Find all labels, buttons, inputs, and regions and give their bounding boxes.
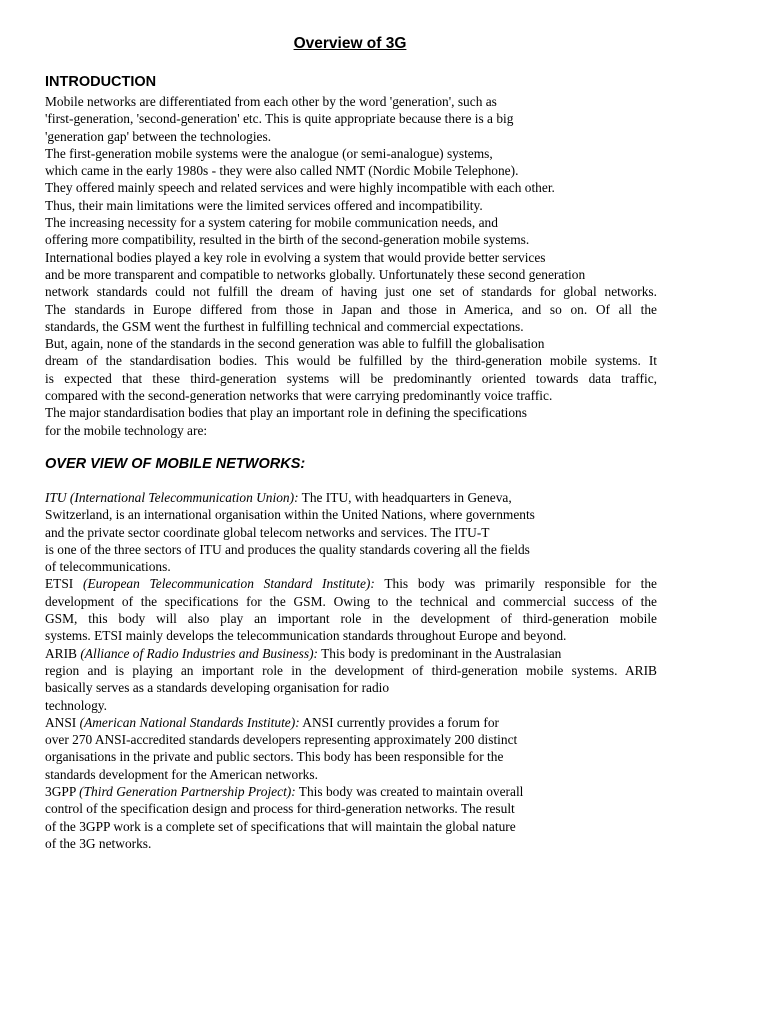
body-text: of the 3G networks. xyxy=(45,835,152,851)
intro-text-line: network standards could not fulfill the dream of having just one set of standards for global networks. xyxy=(45,284,657,300)
body-text: of the 3GPP work is a complete set of specifications that will maintain the global nature xyxy=(45,818,516,834)
overview-text-line xyxy=(45,748,657,765)
introduction-heading: INTRODUCTION xyxy=(45,74,157,90)
intro-text-line: for the mobile technology are: xyxy=(45,422,208,438)
intro-text-line: The major standardisation bodies that play an important role in defining the specifications xyxy=(45,405,527,421)
overview-text-line xyxy=(45,679,657,696)
intro-text-line: 'generation gap' between the technologies. xyxy=(45,128,272,144)
body-text: Switzerland, is an international organisation within the United Nations, where governments xyxy=(45,507,535,523)
body-text: systems. ETSI mainly develops the telecommunication standards throughout Europe and beyond. xyxy=(45,628,567,644)
overview-text-line xyxy=(45,610,657,627)
body-text: region and is playing an important role in the development of third-generation mobile systems. ARIB xyxy=(45,662,657,678)
body-text: This body is predominant in the Australasian xyxy=(318,645,562,661)
intro-text-line: compared with the second-generation networks that were carrying predominantly voice traffic. xyxy=(45,388,553,404)
overview-text-line xyxy=(45,645,657,662)
overview-text-line xyxy=(45,783,657,800)
overview-text-line xyxy=(45,524,657,541)
body-full-name: (European Telecommunication Standard Institute): xyxy=(83,576,375,592)
body-text: and the private sector coordinate global telecom networks and services. The ITU-T xyxy=(45,524,490,540)
intro-text-line: The first-generation mobile systems were the analogue (or semi-analogue) systems, xyxy=(45,145,493,161)
body-text: This body was primarily responsible for the xyxy=(374,576,657,592)
body-text: This body was created to maintain overall xyxy=(295,784,524,800)
body-text: The ITU, with headquarters in Geneva, xyxy=(298,490,512,505)
overview-text-line xyxy=(45,714,657,731)
overview-text-line xyxy=(45,506,657,523)
overview-text-line xyxy=(45,697,657,714)
body-text: of telecommunications. xyxy=(45,559,171,575)
overview-text-line xyxy=(45,800,657,817)
intro-text-line: The standards in Europe differed from those in Japan and those in America, and so on. Of all the xyxy=(45,301,657,317)
body-text: organisations in the private and public sectors. This body has been responsible for the xyxy=(45,749,504,765)
intro-text-line: But, again, none of the standards in the second generation was able to fulfill the globalisation xyxy=(45,336,545,352)
body-abbreviation: ARIB xyxy=(45,645,81,661)
body-text: control of the specification design and process for third-generation networks. The result xyxy=(45,801,515,817)
intro-text-line: and be more transparent and compatible to networks globally. Unfortunately these second generation xyxy=(45,266,586,282)
overview-text-line xyxy=(45,835,657,852)
intro-text-line: is expected that these third-generation systems will be predominantly oriented towards data traffic, xyxy=(45,370,657,386)
body-text: over 270 ANSI-accredited standards developers representing approximately 200 distinct xyxy=(45,732,518,748)
intro-text-line: They offered mainly speech and related services and were highly incompatible with each other. xyxy=(45,180,555,196)
body-text: basically serves as a standards developing organisation for radio xyxy=(45,680,390,696)
body-abbreviation: ANSI xyxy=(45,714,80,730)
body-full-name: (Alliance of Radio Industries and Business): xyxy=(80,645,318,661)
body-text: GSM, this body will also play an important role in the development of third-generation mobile xyxy=(45,611,657,627)
overview-text-line xyxy=(45,541,657,558)
overview-text-line xyxy=(45,489,657,506)
overview-text-line xyxy=(45,766,657,783)
page-title: Overview of 3G xyxy=(293,35,407,52)
intro-text-line: standards, the GSM went the furthest in fulfilling technical and commercial expectations. xyxy=(45,318,524,334)
body-full-name: (American National Standards Institute): xyxy=(79,714,300,730)
intro-text-line: dream of the standardisation bodies. This would be fulfilled by the third-generation mobile systems. It xyxy=(45,353,657,369)
intro-text-line: International bodies played a key role in evolving a system that would provide better services xyxy=(45,249,546,265)
overview-text-line xyxy=(45,627,657,644)
intro-text-line: which came in the early 1980s - they were also called NMT (Nordic Mobile Telephone). xyxy=(45,163,519,179)
intro-text-line: 'first-generation, 'second-generation' etc. This is quite appropriate because there is a big xyxy=(45,111,514,127)
overview-text-line xyxy=(45,818,657,835)
body-text: development of the specifications for the GSM. Owing to the technical and commercial success of the xyxy=(45,593,657,609)
intro-text-line: Thus, their main limitations were the limited services offered and incompatibility. xyxy=(45,197,483,213)
intro-text-line: The increasing necessity for a system catering for mobile communication needs, and xyxy=(45,215,498,231)
intro-text-line: Mobile networks are differentiated from each other by the word 'generation', such as xyxy=(45,94,497,109)
introduction-body xyxy=(45,93,657,439)
overview-text-line xyxy=(45,575,657,592)
body-text: technology. xyxy=(45,697,107,713)
overview-text-line xyxy=(45,662,657,679)
body-full-name: ITU (International Telecommunication Union): xyxy=(45,490,299,505)
body-text: standards development for the American networks. xyxy=(45,766,318,782)
overview-text-line xyxy=(45,593,657,610)
intro-text-line: offering more compatibility, resulted in the birth of the second-generation mobile systems. xyxy=(45,232,530,248)
body-text: ANSI currently provides a forum for xyxy=(299,714,499,730)
overview-text-line xyxy=(45,558,657,575)
overview-text-line xyxy=(45,731,657,748)
body-text: is one of the three sectors of ITU and produces the quality standards covering all the fields xyxy=(45,541,530,557)
body-abbreviation: ETSI xyxy=(45,576,84,592)
overview-body xyxy=(45,489,657,852)
overview-heading: OVER VIEW OF MOBILE NETWORKS: xyxy=(45,456,306,472)
body-full-name: (Third Generation Partnership Project): xyxy=(79,784,296,800)
body-abbreviation: 3GPP xyxy=(45,784,80,800)
